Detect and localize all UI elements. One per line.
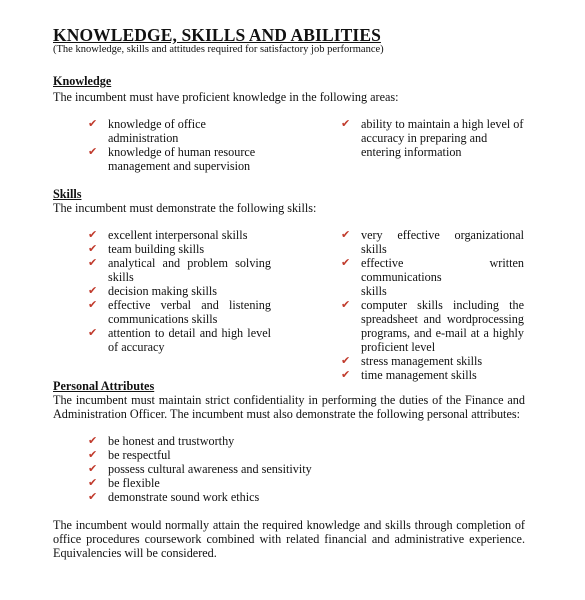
skills-list-right xyxy=(341,228,524,382)
list-item xyxy=(88,326,271,354)
list-item-line: skills xyxy=(361,284,387,298)
closing-paragraph: The incumbent would normally attain the required knowledge and skills through completion of office procedures coursework combined with related financial and administrative experience. Equivalencies will be considered. xyxy=(53,518,525,560)
checkmark-icon: ✔ xyxy=(341,298,351,311)
checkmark-icon: ✔ xyxy=(88,284,98,297)
list-item xyxy=(88,284,271,298)
checkmark-icon: ✔ xyxy=(341,368,351,381)
list-item-line: time management skills xyxy=(361,368,477,382)
list-item xyxy=(88,448,388,462)
list-item xyxy=(341,228,524,256)
list-item-line: of accuracy xyxy=(108,340,165,354)
checkmark-icon: ✔ xyxy=(88,326,98,339)
list-item xyxy=(88,490,388,504)
list-item-line: be respectful xyxy=(108,448,171,462)
list-item xyxy=(341,117,531,159)
list-item xyxy=(88,434,388,448)
list-item-line: management and supervision xyxy=(108,159,251,173)
checkmark-icon: ✔ xyxy=(88,448,98,461)
personal-attributes-heading: Personal Attributes xyxy=(53,379,155,393)
list-item xyxy=(88,228,271,242)
list-item xyxy=(341,368,524,382)
list-item xyxy=(88,462,388,476)
checkmark-icon: ✔ xyxy=(88,476,98,489)
checkmark-icon: ✔ xyxy=(88,462,98,475)
personal-attributes-intro: The incumbent must maintain strict confidentiality in performing the duties of the Finance and Administration Officer. The incumbent must also demonstrate the following personal attributes: xyxy=(53,393,525,421)
list-item-line: stress management skills xyxy=(361,354,483,368)
checkmark-icon: ✔ xyxy=(341,117,351,130)
personal-attributes-list xyxy=(88,434,388,504)
list-item xyxy=(88,117,288,145)
list-item-line: programs, and e-mail at a highly xyxy=(361,326,524,340)
list-item xyxy=(88,476,388,490)
list-item-line: attention to detail and high level xyxy=(108,326,271,340)
list-item-line: team building skills xyxy=(108,242,205,256)
list-item-line: entering information xyxy=(361,145,462,159)
list-item-line: effective verbal and listening xyxy=(108,298,271,312)
list-item-line: knowledge of human resource xyxy=(108,145,256,159)
checkmark-icon: ✔ xyxy=(88,117,98,130)
list-item-line: demonstrate sound work ethics xyxy=(108,490,260,504)
list-item xyxy=(341,354,524,368)
checkmark-icon: ✔ xyxy=(88,228,98,241)
checkmark-icon: ✔ xyxy=(88,490,98,503)
list-item-line: skills xyxy=(361,242,387,256)
list-item xyxy=(341,298,524,354)
checkmark-icon: ✔ xyxy=(88,434,98,447)
list-item-line: computer skills including the xyxy=(361,298,524,312)
page-subtitle: (The knowledge, skills and attitudes required for satisfactory job performance) xyxy=(53,44,384,55)
list-item-line: very effective organizational xyxy=(361,228,524,242)
list-item-line: ability to maintain a high level of xyxy=(361,117,524,131)
list-item-line: skills xyxy=(108,270,134,284)
list-item-line: possess cultural awareness and sensitivity xyxy=(108,462,312,476)
skills-heading: Skills xyxy=(53,187,82,201)
list-item-line: analytical and problem solving xyxy=(108,256,271,270)
list-item-line: be flexible xyxy=(108,476,160,490)
knowledge-list-left xyxy=(88,117,288,173)
list-item-line: excellent interpersonal skills xyxy=(108,228,248,242)
checkmark-icon: ✔ xyxy=(341,354,351,367)
checkmark-icon: ✔ xyxy=(341,228,351,241)
list-item xyxy=(88,242,271,256)
list-item-line: knowledge of office xyxy=(108,117,206,131)
checkmark-icon: ✔ xyxy=(88,256,98,269)
list-item xyxy=(88,256,271,284)
list-item-line: proficient level xyxy=(361,340,436,354)
list-item xyxy=(88,145,288,173)
list-item-line: effective written communications xyxy=(361,256,524,284)
list-item-line: administration xyxy=(108,131,179,145)
knowledge-intro: The incumbent must have proficient knowledge in the following areas: xyxy=(53,90,399,104)
checkmark-icon: ✔ xyxy=(88,242,98,255)
list-item-line: be honest and trustworthy xyxy=(108,434,235,448)
knowledge-list-right xyxy=(341,117,531,159)
checkmark-icon: ✔ xyxy=(88,145,98,158)
knowledge-heading: Knowledge xyxy=(53,74,112,88)
list-item-line: decision making skills xyxy=(108,284,218,298)
list-item xyxy=(88,298,271,326)
checkmark-icon: ✔ xyxy=(341,256,351,269)
skills-intro: The incumbent must demonstrate the following skills: xyxy=(53,201,317,215)
list-item-line: spreadsheet and wordprocessing xyxy=(361,312,524,326)
skills-list-left xyxy=(88,228,271,354)
checkmark-icon: ✔ xyxy=(88,298,98,311)
list-item-line: accuracy in preparing and xyxy=(361,131,488,145)
list-item-line: communications skills xyxy=(108,312,218,326)
list-item xyxy=(341,256,524,298)
page-title: KNOWLEDGE, SKILLS AND ABILITIES xyxy=(53,25,381,45)
